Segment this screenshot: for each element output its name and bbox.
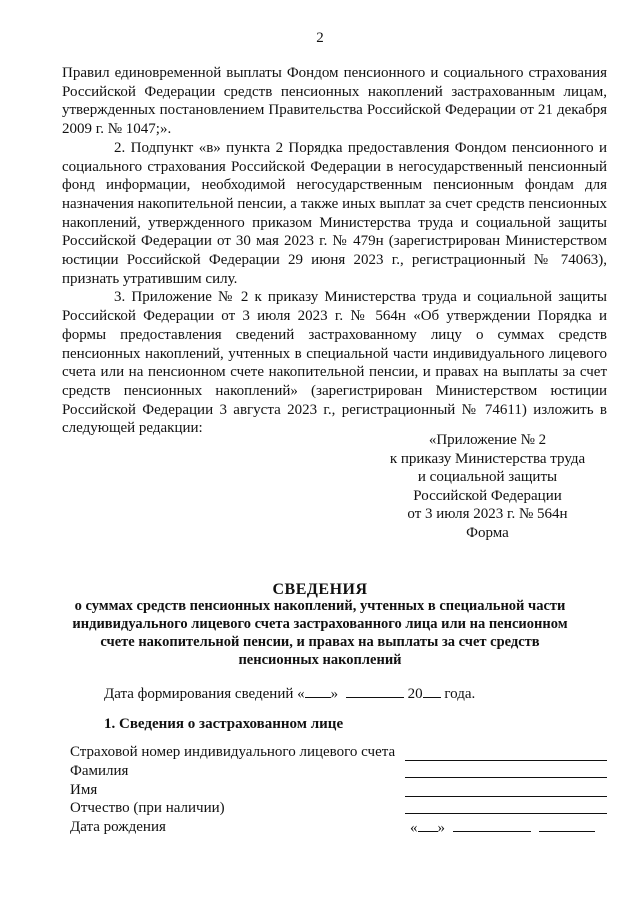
day-blank[interactable]	[305, 684, 331, 698]
dob-day-blank[interactable]	[418, 818, 438, 832]
field-label-snils: Страховой номер индивидуального лицевого счета	[70, 744, 396, 760]
document-body	[62, 64, 607, 438]
appendix-line: «Приложение № 2	[428, 432, 547, 448]
year-suffix: года.	[444, 686, 476, 702]
form-label: Форма	[466, 525, 509, 541]
dob-year-blank[interactable]	[539, 818, 595, 832]
dob-month-blank[interactable]	[453, 818, 531, 832]
paragraph-1: Правил единовременной выплаты Фондом пенсионного и социального страхования Российской Федерации средств пенсионных накоплений застрахованным лицам, утвержденных постановлением Правительства Российской Федерации от 21 декабря 2009 г. № 1047;».	[62, 65, 607, 138]
dob-open-quote: «	[410, 820, 418, 836]
field-label-patronymic: Отчество (при наличии)	[70, 800, 225, 816]
patronymic-input-line[interactable]	[405, 813, 607, 814]
date-close-quote: »	[330, 686, 339, 702]
paragraph-2: 2. Подпункт «в» пункта 2 Порядка предоставления Фондом пенсионного и социального страхования Российской Федерации в негосударственный пенсионный фонд информации, необходимой негосударственным пенсионным фондам для назначения накопительной пенсии, а также иных выплат за счет средств пенсионных накоплений, утвержденного приказом Министерства труда и социальной защиты Российской Федерации от 30 мая 2023 г. № 479н (зарегистрирован Министерством юстиции Российской Федерации 29 июня 2023 г., регистрационный № 74063), признать утратившим силу.	[62, 139, 607, 287]
appendix-header	[370, 431, 605, 524]
surname-input-line[interactable]	[405, 777, 607, 778]
section-1-title: 1. Сведения о застрахованном лице	[104, 716, 344, 732]
appendix-line: от 3 июля 2023 г. № 564н	[407, 506, 568, 523]
page-number: 2	[316, 30, 324, 46]
formation-date-line	[104, 684, 475, 703]
appendix-line: Российской Федерации	[413, 487, 562, 504]
snils-input-line[interactable]	[405, 760, 607, 761]
form-subtitle: о суммах средств пенсионных накоплений, учтенных в специальной части индивидуального лицевого счета застрахованного лица или на пенсионном счете накопительной пенсии, и правах на выплаты за счет средств пенсионных накоплений	[72, 598, 568, 668]
date-prefix: Дата формирования сведений «	[104, 686, 305, 702]
dob-close-quote: »	[437, 820, 445, 836]
appendix-line: и социальной защиты	[417, 469, 558, 486]
field-label-surname: Фамилия	[70, 763, 129, 779]
field-label-birthdate: Дата рождения	[70, 819, 166, 835]
appendix-line: к приказу Министерства труда	[389, 450, 586, 467]
name-input-line[interactable]	[405, 796, 607, 797]
field-label-name: Имя	[70, 782, 98, 798]
paragraph-3: 3. Приложение № 2 к приказу Министерства труда и социальной защиты Российской Федерации от 3 июля 2023 г. № 564н «Об утверждении Порядка и формы предоставления сведений застрахованному лицу о суммах средств пенсионных накоплений, учтенных в специальной части индивидуального лицевого счета или на пенсионном счете накопительной пенсии, и правах на выплаты за счет средств пенсионных накоплений» (зарегистрирован Министерством юстиции Российской Федерации 3 августа 2023 г., регистрационный № 74611) изложить в следующей редакции:	[62, 289, 607, 437]
birthdate-input	[410, 818, 595, 837]
year-prefix: 20	[407, 686, 423, 702]
year-blank[interactable]	[423, 684, 441, 698]
form-title: СВЕДЕНИЯ	[272, 581, 368, 598]
month-blank[interactable]	[346, 684, 404, 698]
